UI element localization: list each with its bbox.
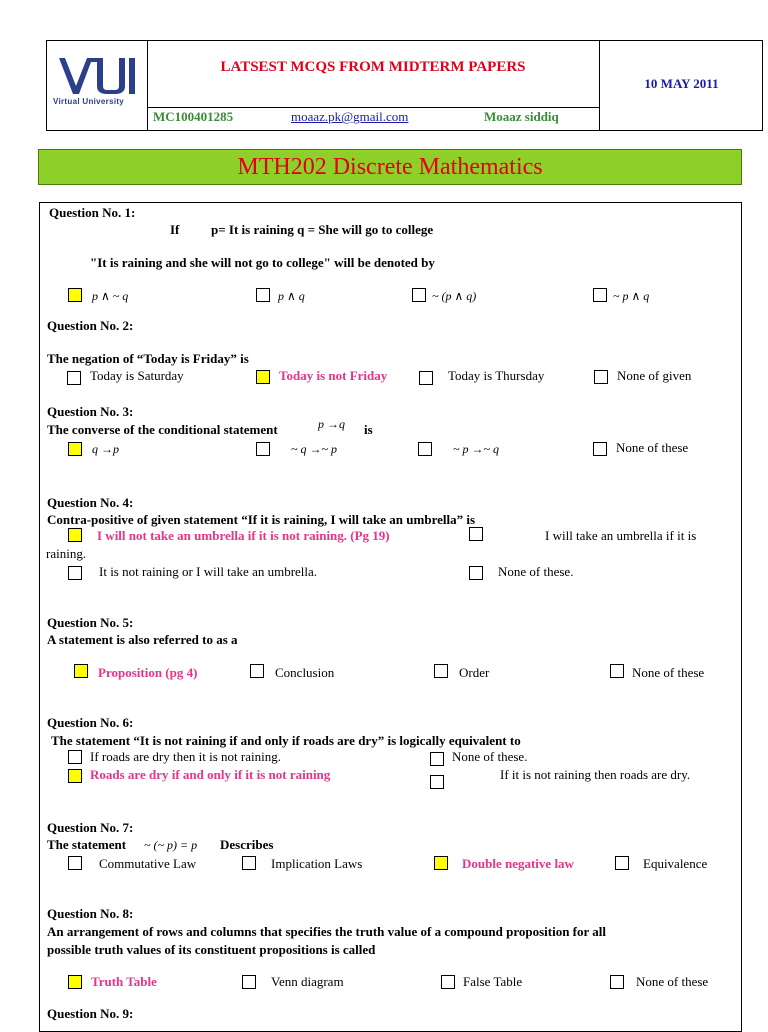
option-label: None of these (616, 440, 689, 455)
document-header (46, 40, 763, 131)
option-label: Venn diagram (271, 974, 344, 989)
option-label: ~ p →~ q (453, 442, 499, 456)
answer-checkbox[interactable] (68, 975, 82, 989)
course-title: MTH202 Discrete Mathematics (38, 149, 742, 185)
question-number: Question No. 6: (47, 715, 134, 730)
logo-subtitle: Virtual University (53, 97, 125, 106)
option-checkbox[interactable] (68, 750, 82, 764)
question-text: The statement (47, 837, 127, 852)
question-text: possible truth values of its constituent propositions is called (47, 942, 376, 957)
answer-label: I will not take an umbrella if it is not raining. (Pg 19) (97, 528, 390, 543)
header-title: LATSEST MCQS FROM MIDTERM PAPERS (220, 59, 526, 75)
answer-checkbox[interactable] (256, 370, 270, 384)
question-number: Question No. 9: (47, 1006, 134, 1021)
question-text: A statement is also referred to as a (47, 632, 238, 647)
option-label: Conclusion (275, 665, 335, 680)
answer-checkbox[interactable] (68, 528, 82, 542)
question-text: is (364, 422, 373, 437)
question-number: Question No. 2: (47, 318, 134, 333)
option-label: It is not raining or I will take an umbrella. (99, 564, 318, 579)
option-checkbox[interactable] (242, 975, 256, 989)
student-id: MC100401285 (153, 109, 234, 124)
option-checkbox[interactable] (256, 442, 270, 456)
option-checkbox[interactable] (593, 288, 607, 302)
option-label: ~ (p ∧ q) (432, 289, 477, 303)
option-checkbox[interactable] (256, 288, 270, 302)
option-label: None of these (632, 665, 705, 680)
question-number: Question No. 1: (49, 205, 136, 220)
question-text: The converse of the conditional statement (47, 422, 278, 437)
option-checkbox[interactable] (441, 975, 455, 989)
answer-checkbox[interactable] (68, 288, 82, 302)
option-label: ~ p ∧ q (613, 289, 650, 303)
option-checkbox[interactable] (610, 975, 624, 989)
question-text: The negation of “Today is Friday” is (47, 351, 249, 366)
author-name: Moaaz siddiq (484, 109, 559, 124)
option-checkbox[interactable] (434, 664, 448, 678)
question-number: Question No. 5: (47, 615, 134, 630)
option-checkbox[interactable] (68, 856, 82, 870)
answer-label: Roads are dry if and only if it is not raining (90, 767, 331, 782)
question-text: p= It is raining q = She will go to college (211, 222, 434, 237)
answer-label: Double negative law (462, 856, 574, 871)
question-text: Describes (220, 837, 274, 852)
option-checkbox[interactable] (418, 442, 432, 456)
option-label: p ∧ q (278, 289, 305, 303)
answer-label: Today is not Friday (279, 368, 388, 383)
option-label: p ∧ ~ q (92, 289, 129, 303)
option-label: None of these. (452, 749, 528, 764)
option-label: None of these. (498, 564, 574, 579)
answer-label: Truth Table (91, 974, 157, 989)
header-date: 10 MAY 2011 (644, 76, 719, 91)
question-expression: ~ (~ p) = p (144, 838, 198, 852)
question-text: "It is raining and she will not go to college" will be denoted by (90, 255, 435, 270)
option-checkbox[interactable] (594, 370, 608, 384)
option-label: If roads are dry then it is not raining. (90, 749, 281, 764)
question-text: The statement “It is not raining if and only if roads are dry” is logically equivalent to (51, 733, 521, 748)
option-checkbox[interactable] (430, 775, 444, 789)
answer-checkbox[interactable] (434, 856, 448, 870)
option-label-continued: raining. (46, 546, 87, 561)
option-label: None of these (636, 974, 709, 989)
option-checkbox[interactable] (412, 288, 426, 302)
question-number: Question No. 8: (47, 906, 134, 921)
option-checkbox[interactable] (469, 566, 483, 580)
option-label: None of given (617, 368, 692, 383)
option-label: If it is not raining then roads are dry. (500, 767, 691, 782)
option-label: Order (459, 665, 490, 680)
question-text: An arrangement of rows and columns that specifies the truth value of a compound proposition for all (47, 924, 607, 939)
option-label: Commutative Law (99, 856, 197, 871)
answer-checkbox[interactable] (68, 442, 82, 456)
option-checkbox[interactable] (593, 442, 607, 456)
email-link[interactable]: moaaz.pk@gmail.com (291, 109, 409, 124)
option-label: ~ q →~ p (291, 442, 337, 456)
question-text: Contra-positive of given statement “If it is raining, I will take an umbrella” is (47, 512, 476, 527)
divider (147, 41, 148, 131)
option-label: Today is Saturday (90, 368, 184, 383)
option-checkbox[interactable] (242, 856, 256, 870)
option-checkbox[interactable] (610, 664, 624, 678)
question-number: Question No. 7: (47, 820, 134, 835)
option-label: Implication Laws (271, 856, 363, 871)
option-checkbox[interactable] (68, 566, 82, 580)
question-text: If (170, 222, 180, 237)
option-label: q →p (92, 442, 119, 456)
question-number: Question No. 4: (47, 495, 134, 510)
answer-label: Proposition (pg 4) (98, 665, 198, 680)
answer-checkbox[interactable] (74, 664, 88, 678)
option-checkbox[interactable] (469, 527, 483, 541)
option-label: I will take an umbrella if it is (545, 528, 697, 543)
question-expression: p →q (318, 417, 345, 431)
question-box (39, 202, 742, 1032)
option-checkbox[interactable] (250, 664, 264, 678)
answer-checkbox[interactable] (68, 769, 82, 783)
question-number: Question No. 3: (47, 404, 134, 419)
option-label: False Table (463, 974, 523, 989)
option-checkbox[interactable] (419, 371, 433, 385)
option-label: Today is Thursday (448, 368, 545, 383)
divider (147, 107, 599, 108)
option-checkbox[interactable] (430, 752, 444, 766)
option-checkbox[interactable] (67, 371, 81, 385)
option-checkbox[interactable] (615, 856, 629, 870)
option-label: Equivalence (643, 856, 708, 871)
